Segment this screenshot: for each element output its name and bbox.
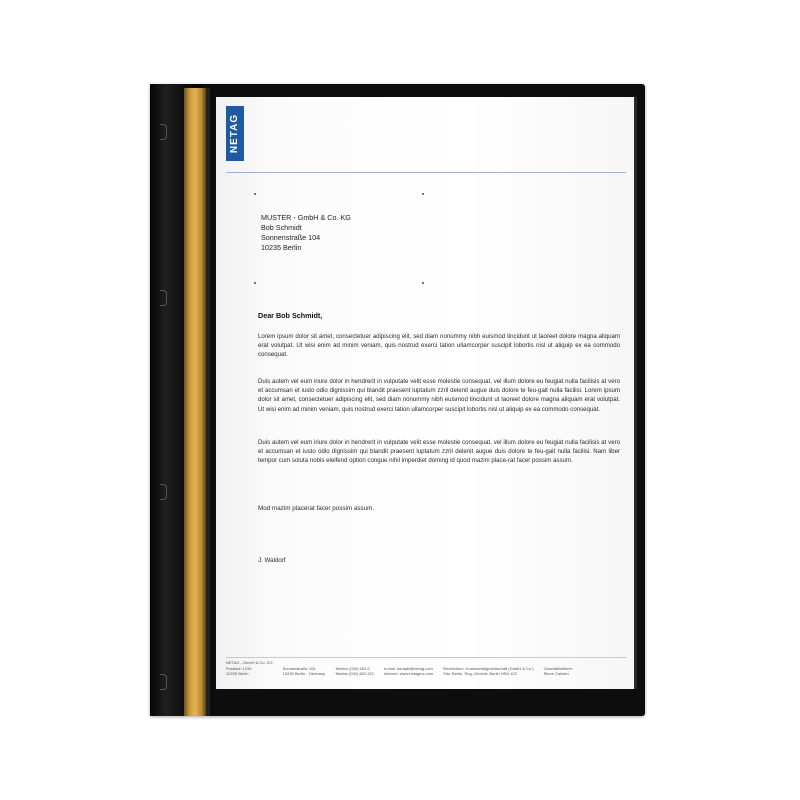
footer-line: Sonnenstraße 104 — [282, 665, 316, 671]
footer-line: e-mail: kontakt@netag.com — [384, 665, 433, 671]
address-line: MUSTER - GmbH & Co. KG — [261, 213, 351, 222]
body-paragraph-3: Duis autem vel eum iriure dolor in hendrerit in vulputate velit esse molestie consequat, vel illum dolore eu feugiat nulla facilisis at vero et accumsan et iusto odio dignissim qui blandit praesent luptatum zzril delenit augue duis dolore te feu-gait nulla facilisi. Nam liber tempor cum soluta nobis eleifend option congue nihil imperdiet doming id quod mazim place-rat facer possim assum. — [258, 439, 620, 465]
footer-column — [384, 660, 433, 677]
gold-label-strip — [184, 88, 206, 716]
footer-column — [544, 660, 574, 677]
footer-line: 10235 Berlin - Germany — [282, 671, 326, 677]
letter-footer — [226, 660, 626, 677]
fold-mark — [422, 193, 424, 195]
footer-line: Rechtsform: Kommanditgesellschaft (GmbH & Co.) — [443, 665, 534, 671]
footer-column — [283, 660, 325, 677]
footer-column — [226, 660, 273, 677]
punch-notch — [160, 290, 167, 306]
header-rule — [226, 172, 626, 173]
punch-notch — [160, 674, 167, 690]
address-line: 10235 Berlin — [261, 243, 302, 252]
address-line: Sonnenstraße 104 — [261, 233, 321, 242]
letter-page — [216, 97, 634, 689]
recipient-address — [261, 213, 351, 253]
strip-edge — [206, 88, 210, 716]
punch-notch — [160, 484, 167, 500]
binder-folder — [150, 84, 645, 716]
closing-line: Mod mazim placerat facer possim assum. — [258, 505, 375, 512]
fold-mark — [254, 193, 256, 195]
footer-line: Internet: www.netaginc.com — [384, 671, 434, 677]
punch-notch — [160, 124, 167, 140]
footer-rule — [226, 657, 626, 658]
footer-line: NETAG - GmbH & Co. KG — [226, 660, 273, 665]
footer-line: Sitz: Berlin, Reg.-Gericht: Berlin HRA 123 — [443, 671, 517, 677]
body-paragraph-2: Duis autem vel eum iriure dolor in hendrerit in vulputate velit esse molestie consequat, vel illum dolore eu feugiat nulla facilisis at vero et accumsan et iusto odio dignissim qui blandit praesent luptatum zzril delenit augue duis dolore te feu-gait nulla facilisi. Lorem ipsum dolor sit amet, consectetuer adipiscing elit, sed diam nonummy nibh euismod tincidunt ut laoreet dolore magna aliquam erat volutpat. Ut wisi enim ad minim veniam, quis nostrud exerci tation ullamcorper suscipit lobortis nisl ut aliquip ex ea commodo consequat. — [258, 378, 620, 413]
salutation: Dear Bob Schmidt, — [258, 311, 323, 320]
footer-line: Telefax (030) 662-221 — [335, 671, 374, 677]
footer-line: 10235 Berlin — [226, 671, 249, 677]
footer-line: Telefon (030) 662-0 — [335, 665, 370, 671]
footer-line: Steve Carlsen — [543, 671, 569, 677]
page-edge-shadow — [634, 97, 637, 689]
logo-text: NETAG — [229, 113, 241, 154]
footer-line: Geschäftsführer: — [543, 665, 574, 671]
body-paragraph-1: Lorem ipsum dolor sit amet, consectetuer adipiscing elit, sed diam nonummy nibh euismod tincidunt ut laoreet dolore magna aliquam erat volutpat. Ut wisi enim ad minim veniam, quis nostrud exerci tation ullamcorper suscipit lobortis nisl ut aliquip ex ea commodo consequat. — [258, 333, 620, 359]
footer-line: Postfach 1234 — [226, 665, 252, 671]
netag-logo — [226, 106, 244, 161]
fold-mark — [422, 282, 424, 284]
signature-name: J. Waldorf — [258, 557, 286, 564]
address-line: Bob Schmidt — [261, 223, 302, 232]
footer-column — [443, 660, 533, 677]
footer-column — [335, 660, 374, 677]
fold-mark — [254, 282, 256, 284]
